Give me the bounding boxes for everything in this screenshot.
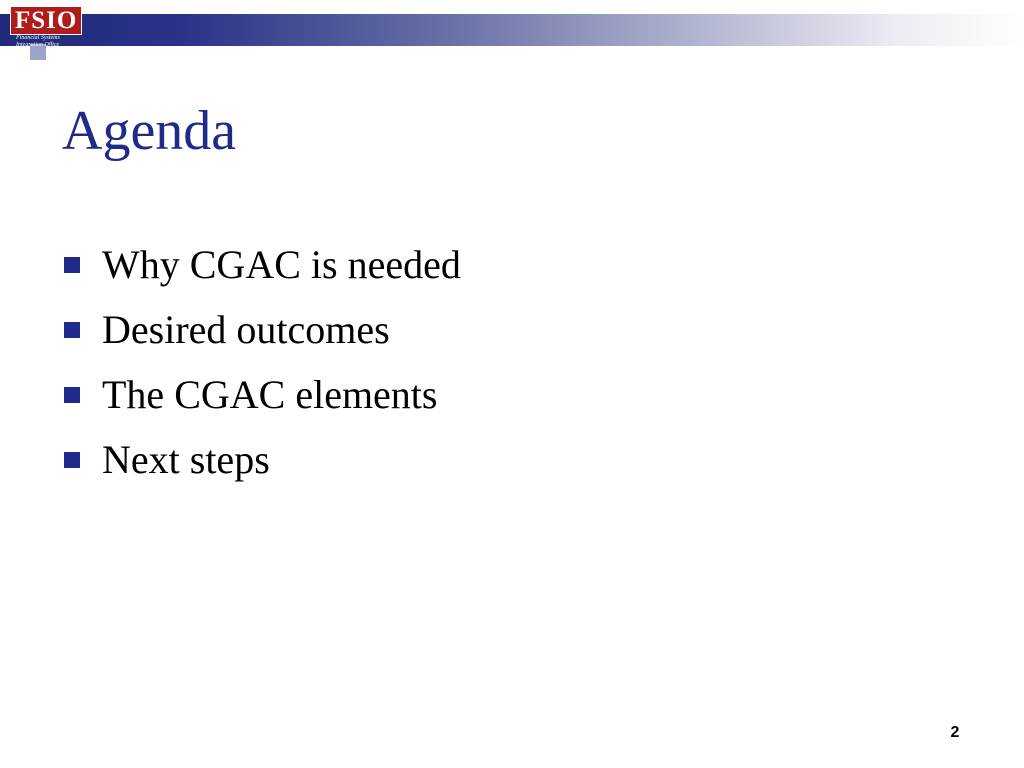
header-band: [0, 14, 1024, 46]
bullet-item: [62, 232, 461, 297]
square-bullet-icon: [64, 452, 80, 468]
bullet-item: [62, 297, 461, 362]
square-bullet-icon: [64, 257, 80, 273]
bullet-item: [62, 427, 461, 492]
logo-subtitle: [16, 35, 60, 49]
fsio-logo: [10, 6, 84, 46]
slide-title: Agenda: [62, 100, 237, 162]
logo-text: FSIO: [10, 6, 82, 35]
bullet-text: The CGAC elements: [102, 371, 438, 417]
logo-subtitle-line1: Financial Systems: [16, 35, 60, 41]
square-bullet-icon: [64, 322, 80, 338]
bullet-list: [62, 232, 461, 492]
bullet-text: Next steps: [102, 436, 270, 482]
bullet-item: [62, 362, 461, 427]
bullet-text: Why CGAC is needed: [102, 241, 461, 287]
page-number: 2: [950, 724, 960, 741]
bullet-text: Desired outcomes: [102, 306, 390, 352]
square-bullet-icon: [64, 387, 80, 403]
logo-subtitle-line2: Integration Office: [16, 42, 60, 48]
